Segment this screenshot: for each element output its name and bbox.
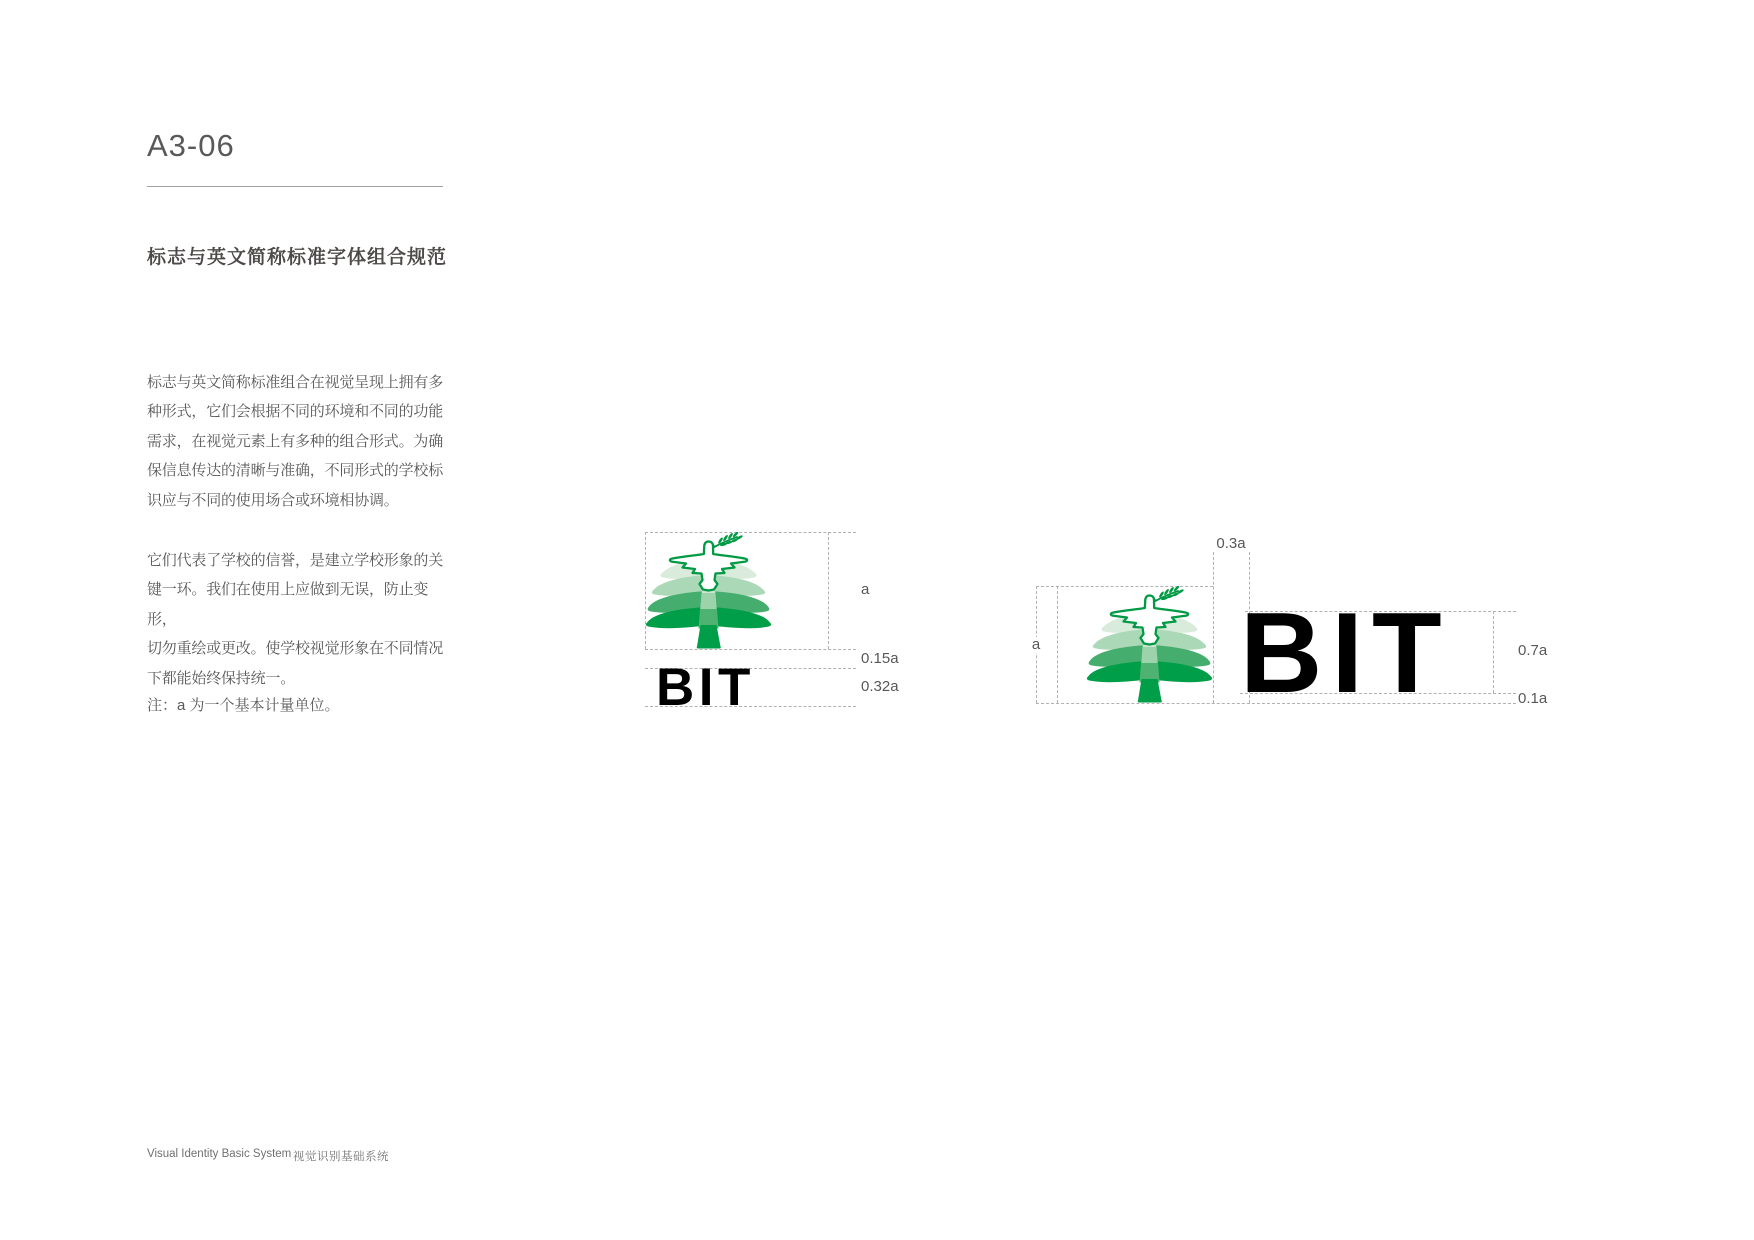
page-title: 标志与英文简称标准字体组合规范 [147, 247, 448, 268]
guide-line-logo-left [1057, 586, 1058, 703]
divider-line [147, 186, 443, 187]
guide-line-gap-left [1213, 552, 1214, 703]
dim-label-baseline-offset: 0.1a [1518, 690, 1548, 707]
page-code: A3-06 [147, 128, 235, 163]
guide-line-cap-measure [1493, 611, 1494, 693]
dim-label-a: a [861, 581, 870, 598]
footer-chinese: 视觉识别基础系统 [293, 1151, 389, 1163]
dim-label-a: a [1026, 637, 1046, 653]
guide-line-logo-bottom [645, 649, 856, 650]
school-logo [645, 532, 772, 649]
unit-note: 注：a 为一个基本计量单位。 [147, 697, 340, 714]
guide-line-height-measure [828, 532, 829, 649]
wordmark-bit: BIT [656, 658, 755, 717]
body-paragraph-2: 它们代表了学校的信誉，是建立学校形象的关 键一环。我们在使用上应做到无误，防止变形， 切勿重绘或更改。使学校视觉形象在不同情况 下都能始终保持统一。 [147, 552, 444, 687]
body-paragraph-1: 标志与英文简称标准组合在视觉呈现上拥有多 种形式，它们会根据不同的环境和不同的功能 需求，在视觉元素上有多种的组合形式。为确 保信息传达的清晰与准确，不同形式的学校标 识应与不同的使用场合或环境相协调。 [147, 374, 444, 509]
dim-label-cap-height: 0.7a [1518, 642, 1548, 659]
dim-label-gap: 0.3a [1216, 535, 1246, 552]
school-logo [1086, 586, 1213, 703]
dim-label-wordmark-height: 0.32a [861, 678, 899, 695]
dim-label-gap: 0.15a [861, 650, 899, 667]
footer-english: Visual Identity Basic System [147, 1148, 292, 1160]
wordmark-bit: BIT [1240, 590, 1451, 717]
